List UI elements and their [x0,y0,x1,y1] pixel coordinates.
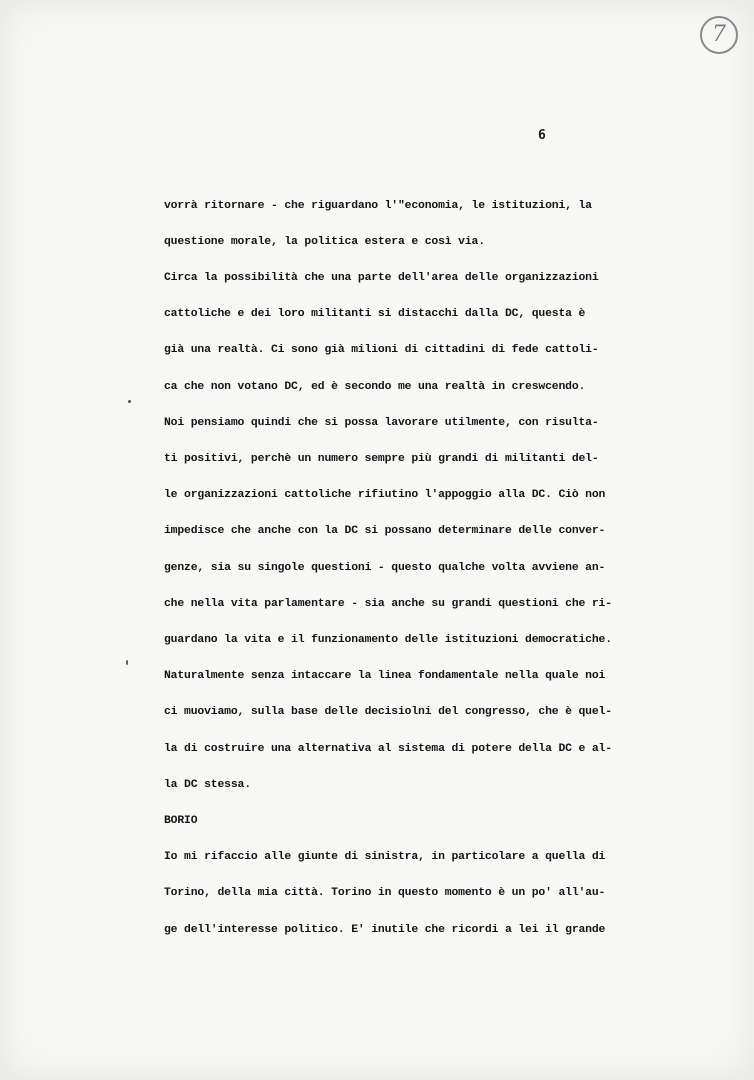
text-line: impedisce che anche con la DC si possano determinare delle conver- [164,525,606,537]
text-line: Torino, della mia città. Torino in questo momento è un po' all'au- [164,887,606,899]
text-line: guardano la vita e il funzionamento delle istituzioni democratiche. [164,634,612,646]
text-line: le organizzazioni cattoliche rifiutino l'appoggio alla DC. Ciò non [164,489,606,501]
speaker-name: BORIO [164,815,198,827]
ink-speck [128,400,131,403]
ink-speck [126,660,128,665]
text-line: ge dell'interesse politico. E' inutile che ricordi a lei il grande [164,924,606,936]
text-line: genze, sia su singole questioni - questo qualche volta avviene an- [164,562,606,574]
text-line: la DC stessa. [164,779,251,791]
text-line: ca che non votano DC, ed è secondo me una realtà in creswcendo. [164,381,586,393]
text-line: che nella vita parlamentare - sia anche su grandi questioni che ri- [164,598,612,610]
text-line: ti positivi, perchè un numero sempre più grandi di militanti del- [164,453,599,465]
page-number: 6 [538,128,546,143]
text-line: ci muoviamo, sulla base delle decisiolni del congresso, che è quel- [164,706,612,718]
folio-stamp: 7 [700,16,738,54]
text-line: Naturalmente senza intaccare la linea fondamentale nella quale noi [164,670,606,682]
text-line: Circa la possibilità che una parte dell'area delle organizzazioni [164,272,599,284]
text-line: Io mi rifaccio alle giunte di sinistra, in particolare a quella di [164,851,606,863]
text-line: vorrà ritornare - che riguardano l'"economia, le istituzioni, la [164,200,592,212]
text-line: questione morale, la politica estera e così via. [164,236,485,248]
text-line: la di costruire una alternativa al sistema di potere della DC e al- [164,743,612,755]
text-line: già una realtà. Ci sono già milioni di cittadini di fede cattoli- [164,344,599,356]
text-line: Noi pensiamo quindi che si possa lavorare utilmente, con risulta- [164,417,599,429]
text-line: cattoliche e dei loro militanti si distacchi dalla DC, questa è [164,308,586,320]
